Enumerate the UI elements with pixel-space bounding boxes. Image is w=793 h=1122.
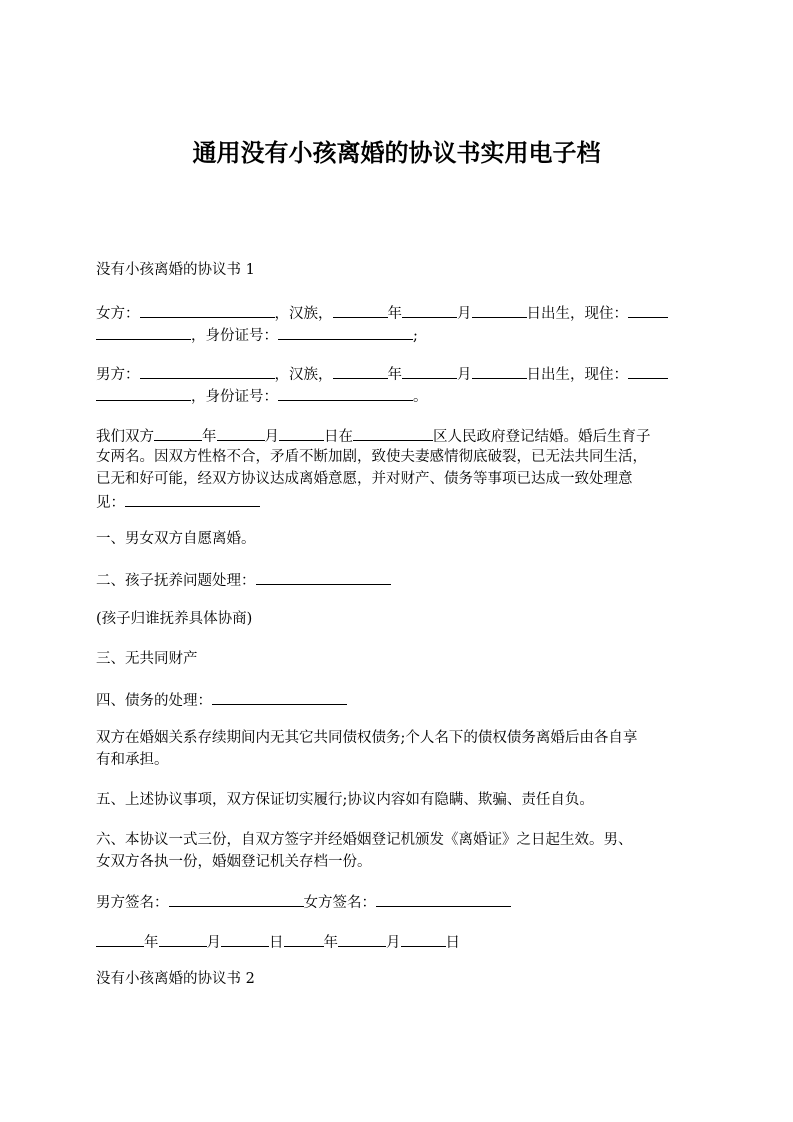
male-sign-month-label: 月: [206, 935, 221, 951]
male-party-line-2: [96, 384, 428, 408]
custody-blank: [256, 568, 391, 585]
female-label: 女方：: [96, 306, 140, 322]
clause-1: 一、男女双方自愿离婚。: [96, 531, 256, 547]
section-heading-2: 没有小孩离婚的协议书 2: [96, 971, 255, 987]
marriage-month-blank: [217, 424, 265, 441]
female-sign-year-label: 年: [323, 935, 338, 951]
intro-rest: 区人民政府登记结婚。婚后生育子: [433, 429, 651, 445]
female-birth-day-blank: [472, 301, 527, 318]
male-month-label: 月: [457, 367, 472, 383]
intro-line-1: [96, 424, 651, 448]
signature-line: [96, 890, 511, 914]
female-sign-day-label: 日: [445, 935, 460, 951]
document-title: 通用没有小孩离婚的协议书实用电子档: [192, 139, 601, 167]
male-id-blank: [278, 384, 413, 401]
male-name-blank: [140, 362, 275, 379]
female-sign-month-label: 月: [386, 935, 401, 951]
male-signature-label: 男方签名：: [96, 895, 169, 911]
clause-5: 五、上述协议事项，双方保证切实履行;协议内容如有隐瞒、欺骗、责任自负。: [96, 792, 594, 808]
female-sign-month-blank: [338, 930, 386, 947]
intro-day-label: 日在: [324, 429, 353, 445]
clause-2-label: 二、孩子抚养问题处理：: [96, 573, 256, 589]
clause-6-line-1: 六、本协议一式三份，自双方签字并经婚姻登记机颁发《离婚证》之日起生效。男、: [96, 832, 633, 848]
female-id-label: ，身份证号：: [191, 328, 278, 344]
female-year-label: 年: [387, 306, 402, 322]
intro-prefix: 我们双方: [96, 429, 154, 445]
female-address-blank-2: [96, 323, 191, 340]
clause-6-line-2: 女双方各执一份，婚姻登记机关存档一份。: [96, 854, 372, 870]
intro-line-4: [96, 490, 260, 514]
clause-4: [96, 688, 347, 712]
marriage-district-blank: [353, 424, 433, 441]
female-ethnicity-label: ，汉族，: [274, 306, 333, 322]
male-id-label: ，身份证号：: [191, 389, 278, 405]
intro-line-3: 已无和好可能，经双方协议达成离婚意愿，并对财产、债务等事项已达成一致处理意: [96, 471, 633, 487]
male-sign-day-label: 日: [269, 935, 284, 951]
male-address-blank-1: [628, 362, 668, 379]
male-birth-year-blank: [333, 362, 388, 379]
female-sign-year-blank: [284, 930, 324, 947]
female-party-line-1: [96, 301, 668, 325]
male-birth-month-blank: [402, 362, 457, 379]
opinion-blank: [125, 490, 260, 507]
female-name-blank: [140, 301, 275, 318]
section-heading-1: 没有小孩离婚的协议书 1: [96, 262, 255, 278]
female-birth-label: 日出生，现住：: [526, 306, 628, 322]
male-ethnicity-label: ，汉族，: [274, 367, 333, 383]
male-year-label: 年: [387, 367, 402, 383]
male-birth-day-blank: [472, 362, 527, 379]
female-sign-day-blank: [401, 930, 446, 947]
clause-4-detail-line-2: 有和承担。: [96, 752, 169, 768]
male-sign-day-blank: [221, 930, 269, 947]
female-address-blank-1: [628, 301, 668, 318]
female-signature-blank: [376, 890, 511, 907]
clause-4-label: 四、债务的处理：: [96, 693, 212, 709]
intro-month-label: 月: [264, 429, 279, 445]
male-sign-month-blank: [159, 930, 207, 947]
female-birth-month-blank: [402, 301, 457, 318]
clause-2-note: (孩子归谁抚养具体协商): [96, 611, 253, 627]
female-party-line-2: [96, 323, 418, 347]
male-sign-year-label: 年: [144, 935, 159, 951]
male-party-line-1: [96, 362, 668, 386]
male-address-blank-2: [96, 384, 191, 401]
debt-blank: [212, 688, 347, 705]
male-signature-blank: [169, 890, 304, 907]
female-id-blank: [278, 323, 413, 340]
intro-year-label: 年: [202, 429, 217, 445]
clause-4-detail-line-1: 双方在婚姻关系存续期间内无其它共同债权债务;个人名下的债权债务离婚后由各自享: [96, 730, 638, 746]
marriage-day-blank: [279, 424, 324, 441]
female-birth-year-blank: [333, 301, 388, 318]
female-signature-label: 女方签名：: [303, 895, 376, 911]
intro-opinion-label: 见：: [96, 495, 125, 511]
female-month-label: 月: [457, 306, 472, 322]
male-sign-year-blank: [96, 930, 144, 947]
male-birth-label: 日出生，现住：: [526, 367, 628, 383]
signature-date-line: [96, 930, 460, 954]
female-line-end: ;: [413, 328, 418, 344]
marriage-year-blank: [154, 424, 202, 441]
intro-line-2: 女两名。因双方性格不合，矛盾不断加剧，致使夫妻感情彻底破裂，已无法共同生活，: [96, 449, 647, 465]
male-label: 男方：: [96, 367, 140, 383]
clause-2: [96, 568, 391, 592]
clause-3: 三、无共同财产: [96, 651, 198, 667]
male-line-end: 。: [413, 389, 428, 405]
